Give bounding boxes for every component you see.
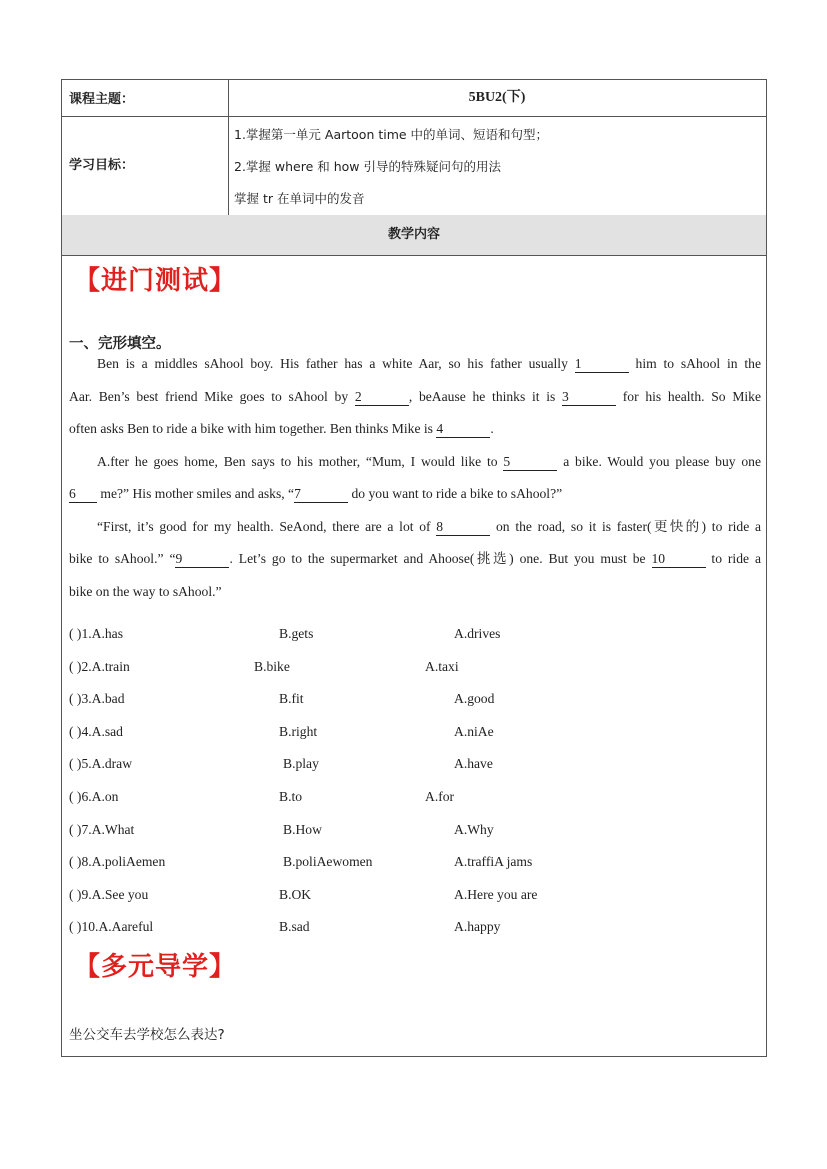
answer-blank[interactable]: 6 (69, 486, 97, 503)
passage-line (69, 381, 761, 414)
option-question[interactable]: ( )10.A.Aareful (69, 919, 154, 935)
passage-text: bike on the way to sAhool.” (69, 584, 222, 599)
option-b[interactable]: B.fit (279, 691, 304, 707)
passage-text: . Let’s go to the supermarket and Ahoose(挑选) one. But you must be (229, 551, 652, 566)
cloze-heading: 一、完形填空。 (69, 336, 171, 352)
guided-learning-title: 【多元导学】 (74, 952, 237, 982)
option-question[interactable]: ( )3.A.bad (69, 691, 125, 707)
lesson-sheet (61, 79, 767, 1057)
passage-text: to ride a (705, 551, 761, 566)
answer-blank[interactable]: 4 (436, 421, 490, 438)
option-b[interactable]: B.How (283, 821, 322, 837)
option-c[interactable]: A.happy (454, 919, 501, 935)
option-question[interactable]: ( )8.A.poliAemen (69, 854, 166, 870)
answer-blank[interactable]: 10 (652, 551, 706, 568)
passage-text: A.fter he goes home, Ben says to his mother, “Mum, I would like to (97, 454, 504, 469)
passage-text: me?” His mother smiles and asks, “ (97, 486, 295, 501)
option-c[interactable]: A.traffiA jams (454, 854, 533, 870)
option-question[interactable]: ( )9.A.See you (69, 886, 149, 902)
entrance-test-title: 【进门测试】 (74, 266, 237, 296)
passage-text: often asks Ben to ride a bike with him together. Ben thinks Mike is (69, 421, 437, 436)
option-b[interactable]: B.gets (279, 626, 314, 641)
goal-item: 1.掌握第一单元 Aartoon time 中的单词、短语和句型； (234, 127, 549, 142)
option-c[interactable]: A.have (454, 756, 493, 772)
passage-text: him to sAhool in the (628, 356, 761, 371)
option-b[interactable]: B.right (279, 723, 318, 739)
table-divider (62, 116, 766, 117)
passage-text: on the road, so it is faster(更快的) to ride a (490, 519, 761, 534)
content-banner-label: 教学内容 (387, 227, 440, 242)
passage-text: . (490, 421, 494, 436)
option-c[interactable]: A.good (454, 691, 495, 707)
answer-blank[interactable]: 5 (503, 454, 557, 471)
option-question[interactable]: ( )6.A.on (69, 789, 119, 804)
passage-text: “First, it’s good for my health. SeAond, there are a lot of (97, 519, 437, 534)
passage-text: do you want to ride a bike to sAhool?” (348, 486, 563, 501)
passage-text: Aar. Ben’s best friend Mike goes to sAhool by (69, 389, 355, 404)
answer-blank[interactable]: 9 (175, 551, 229, 568)
answer-blank[interactable]: 8 (436, 519, 490, 536)
answer-blank[interactable]: 3 (562, 389, 616, 406)
option-question[interactable]: ( )2.A.train (69, 658, 130, 674)
passage-line (69, 413, 761, 446)
passage-line (97, 348, 761, 381)
answer-blank[interactable]: 2 (355, 389, 409, 406)
goal-item: 2.掌握 where 和 how 引导的特殊疑问句的用法 (234, 159, 502, 174)
topic-value: 5BU2(下) (468, 90, 526, 105)
option-question[interactable]: ( )5.A.draw (69, 756, 133, 772)
passage-line (69, 478, 761, 511)
topic-label: 课程主题： (69, 92, 135, 107)
bus-question: 坐公交车去学校怎么表达? (69, 1027, 225, 1043)
option-question[interactable]: ( )7.A.What (69, 821, 135, 837)
option-question[interactable]: ( )4.A.sad (69, 723, 123, 739)
option-b[interactable]: B.bike (254, 658, 290, 674)
option-c[interactable]: A.for (425, 789, 455, 804)
option-b[interactable]: B.play (283, 756, 319, 772)
option-c[interactable]: A.Here you are (454, 886, 538, 902)
passage-line (69, 576, 761, 609)
passage-text: bike to sAhool.” “ (69, 551, 176, 566)
passage-line (69, 543, 761, 576)
passage-text: , beAause he thinks it is (408, 389, 563, 404)
table-divider (62, 255, 766, 256)
option-b[interactable]: B.sad (279, 919, 310, 935)
option-question[interactable]: ( )1.A.has (69, 626, 123, 641)
passage-line (97, 511, 761, 544)
content-banner (62, 215, 766, 255)
passage-text: a bike. Would you please buy one (557, 454, 761, 469)
option-c[interactable]: A.Why (454, 821, 494, 837)
answer-blank[interactable]: 1 (575, 356, 629, 373)
goal-item: 掌握 tr 在单词中的发音 (234, 191, 365, 206)
option-c[interactable]: A.taxi (425, 658, 459, 674)
answer-blank[interactable]: 7 (294, 486, 348, 503)
passage-text: Ben is a middles sAhool boy. His father has a white Aar, so his father usually (97, 356, 575, 371)
option-b[interactable]: B.poliAewomen (283, 854, 373, 870)
option-b[interactable]: B.to (279, 789, 303, 804)
option-b[interactable]: B.OK (279, 886, 312, 902)
option-c[interactable]: A.niAe (454, 723, 494, 739)
option-c[interactable]: A.drives (454, 626, 501, 641)
passage-line (97, 446, 761, 479)
passage-text: for his health. So Mike (616, 389, 762, 404)
goals-label: 学习目标： (69, 158, 135, 173)
